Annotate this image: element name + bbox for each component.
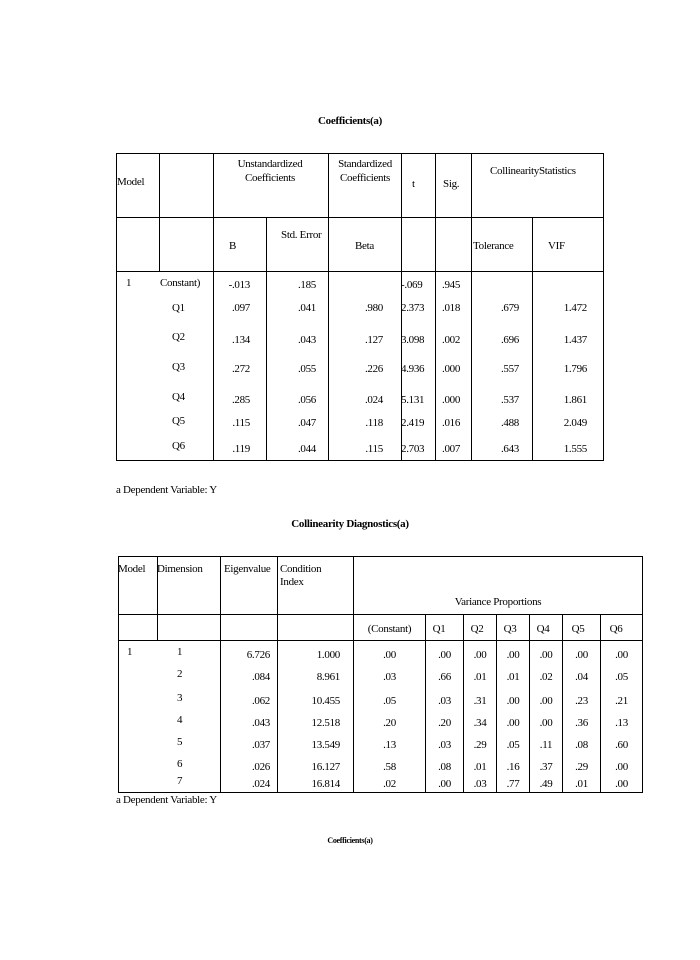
diag-q5: .08 [575,739,588,751]
diag-constant: .20 [383,717,396,729]
coef-beta: .127 [364,334,383,346]
coef-header-unstd-2: Coefficients [245,172,295,184]
diag-header-dimension: Dimension [157,563,203,575]
diag-condition-index: 12.518 [311,717,340,729]
diag-q4: .02 [539,671,553,683]
coef-sig: .945 [442,279,461,291]
diag-q1: .00 [438,778,451,790]
coef-model-number: 1 [126,277,132,289]
coef-vif: 1.861 [563,394,587,406]
diag-header-divider [118,614,643,615]
diag-constant: .03 [383,671,396,683]
coef-sig: .002 [442,334,461,346]
diag-q4: .00 [539,695,553,707]
diag-dimension: 6 [177,758,183,770]
diag-top-border [118,556,643,557]
coef-col-sep [435,153,436,461]
coef-se: .056 [297,394,316,406]
coef-tol: .537 [500,394,519,406]
coef-b: -.013 [228,279,250,291]
diag-header-q6: Q6 [609,623,623,635]
diag-q4: .00 [539,717,553,729]
diag-q1: .66 [438,671,451,683]
coef-row-label: Q2 [172,331,185,343]
coef-header-b: B [229,240,237,252]
diag-q2: .01 [473,671,487,683]
diag-model-number: 1 [127,646,133,658]
coef-t: 2.419 [401,417,425,429]
coef-vif: 1.437 [563,334,587,346]
diag-q2: .00 [473,649,487,661]
coef-sig: .000 [442,363,461,375]
coef-t: -.069 [401,279,423,291]
coef-b: .134 [231,334,250,346]
diag-header-q3: Q3 [503,623,517,635]
coef-header-t: t [412,178,415,190]
coef-beta: .226 [364,363,383,375]
diag-body-divider [118,640,643,641]
diag-q1: .03 [438,695,451,707]
diag-q2: .31 [473,695,487,707]
diag-dimension: 5 [177,736,183,748]
diag-q4: .00 [539,649,553,661]
coef-beta: .118 [365,417,383,429]
diag-eigenvalue: .043 [251,717,270,729]
diag-q2: .34 [473,717,487,729]
diag-q3: .00 [506,649,520,661]
coef-b: .119 [232,443,250,455]
coef-t: 2.703 [401,443,425,455]
diag-eigenvalue: .084 [251,671,270,683]
diag-q2: .01 [473,761,487,773]
diag-q4: .49 [539,778,553,790]
diag-q5: .23 [575,695,588,707]
coef-sig: .007 [442,443,461,455]
coef-se: .044 [297,443,316,455]
coef-row-label: Q5 [172,415,185,427]
coef-left-border [116,153,117,461]
coef-vif: 1.472 [563,302,587,314]
coef-t: 4.936 [401,363,425,375]
diag-q5: .36 [575,717,588,729]
coef-beta: .115 [365,443,383,455]
coef-vif: 2.049 [563,417,587,429]
coef-col-sep [159,153,160,272]
coef-tol: .643 [500,443,519,455]
diag-condition-index: 16.127 [311,761,340,773]
diag-dimension: 7 [177,775,183,787]
bottom-coefficients-title: Coefficients(a) [327,836,373,845]
diag-q3: .05 [506,739,520,751]
diag-dimension: 4 [177,714,183,726]
coefficients-title: Coefficients(a) [318,115,382,127]
coef-row-label: Q4 [172,391,185,403]
diag-q6: .00 [615,649,628,661]
diag-eigenvalue: .026 [251,761,270,773]
diag-q3: .16 [506,761,520,773]
coef-b: .285 [231,394,250,406]
coef-right-border [603,153,604,461]
diag-condition-index: 8.961 [316,671,340,683]
coef-header-tolerance: Tolerance [473,240,514,252]
diag-dimension: 2 [177,668,183,680]
coef-header-unstd: Unstandardized [237,158,303,170]
diag-dimension: 3 [177,692,183,704]
coef-se: .185 [297,279,316,291]
diag-header-variance: Variance Proportions [454,596,542,608]
diag-header-q4: Q4 [536,623,550,635]
diag-constant: .02 [383,778,396,790]
diag-q3: .00 [506,717,520,729]
coef-t: 5.131 [401,394,425,406]
diag-header-q5: Q5 [571,623,585,635]
diag-eigenvalue: .024 [251,778,270,790]
diag-q5: .00 [575,649,588,661]
diag-constant: .00 [383,649,396,661]
diag-eigenvalue: .037 [251,739,270,751]
coef-header-std-error: Std. Error [281,229,322,241]
diag-q4: .37 [539,761,553,773]
coef-b: .097 [231,302,250,314]
coef-row-label: Q3 [172,361,185,373]
coef-beta: .024 [364,394,383,406]
coef-tol: .557 [500,363,519,375]
diag-constant: .13 [383,739,396,751]
diag-header-q1: Q1 [432,623,446,635]
diag-q5: .01 [575,778,588,790]
diag-q2: .03 [473,778,487,790]
coef-b: .272 [231,363,250,375]
coef-header-collinearity: CollinearityStatistics [490,165,576,177]
diag-q6: .00 [615,778,628,790]
diag-eigenvalue: .062 [251,695,270,707]
coef-tol: .679 [500,302,519,314]
diag-q1: .03 [438,739,451,751]
diag-condition-index: 16.814 [311,778,340,790]
coef-beta: .980 [364,302,383,314]
coef-t: 2.373 [401,302,425,314]
diag-condition-index: 13.549 [311,739,340,751]
diag-header-eigenvalue: Eigenvalue [224,563,271,575]
diag-constant: .58 [383,761,396,773]
coef-row-label: Q6 [172,440,185,452]
coef-tol: .488 [500,417,519,429]
diag-header-index: Index [280,576,304,588]
diag-eigenvalue: 6.726 [246,649,270,661]
coef-sig: .000 [442,394,461,406]
diagnostics-footnote: a Dependent Variable: Y [116,794,217,806]
coef-se: .041 [297,302,316,314]
diag-q6: .13 [615,717,628,729]
coef-body-divider [116,271,604,272]
coef-bottom-border [116,460,604,461]
coef-header-sig: Sig. [443,178,460,190]
diag-q6: .21 [615,695,628,707]
coef-b: .115 [232,417,250,429]
diag-header-constant: (Constant) [367,623,412,635]
diag-q5: .29 [575,761,588,773]
diag-header-q2: Q2 [470,623,484,635]
coef-vif: 1.796 [563,363,587,375]
diag-condition-index: 1.000 [316,649,340,661]
diag-bottom-border [118,792,643,793]
coef-se: .055 [297,363,316,375]
coef-header-model: Model [117,176,145,188]
diag-q6: .00 [615,761,628,773]
coef-header-vif: VIF [548,240,565,252]
coef-top-border [116,153,604,154]
coefficients-footnote: a Dependent Variable: Y [116,484,217,496]
diag-q3: .00 [506,695,520,707]
diag-header-condition: Condition [280,563,322,575]
diagnostics-title: Collinearity Diagnostics(a) [291,518,409,530]
coef-row-label: Q1 [172,302,185,314]
diag-q1: .00 [438,649,451,661]
diag-right-border [642,556,643,793]
diag-q4: .11 [539,739,553,751]
diag-left-border [118,556,119,793]
diag-q2: .29 [473,739,487,751]
diag-q6: .60 [615,739,628,751]
coef-row-label: Constant) [160,277,201,289]
diag-constant: .05 [383,695,396,707]
diag-q6: .05 [615,671,628,683]
coef-sig: .016 [442,417,461,429]
diag-condition-index: 10.455 [311,695,340,707]
diag-q3: .01 [506,671,520,683]
coef-se: .047 [297,417,316,429]
diag-q5: .04 [575,671,588,683]
diag-q1: .08 [438,761,451,773]
coef-header-std: Standardized [338,158,392,170]
diag-q3: .77 [506,778,520,790]
coef-vif: 1.555 [563,443,587,455]
diag-q1: .20 [438,717,451,729]
coef-header-beta: Beta [355,240,374,252]
diag-dimension: 1 [177,646,183,658]
coef-header-std-2: Coefficients [340,172,390,184]
diag-header-model: Model [118,563,146,575]
coef-header-divider [116,217,604,218]
coef-t: 3.098 [401,334,425,346]
coef-tol: .696 [500,334,519,346]
coef-sig: .018 [442,302,461,314]
coef-se: .043 [297,334,316,346]
